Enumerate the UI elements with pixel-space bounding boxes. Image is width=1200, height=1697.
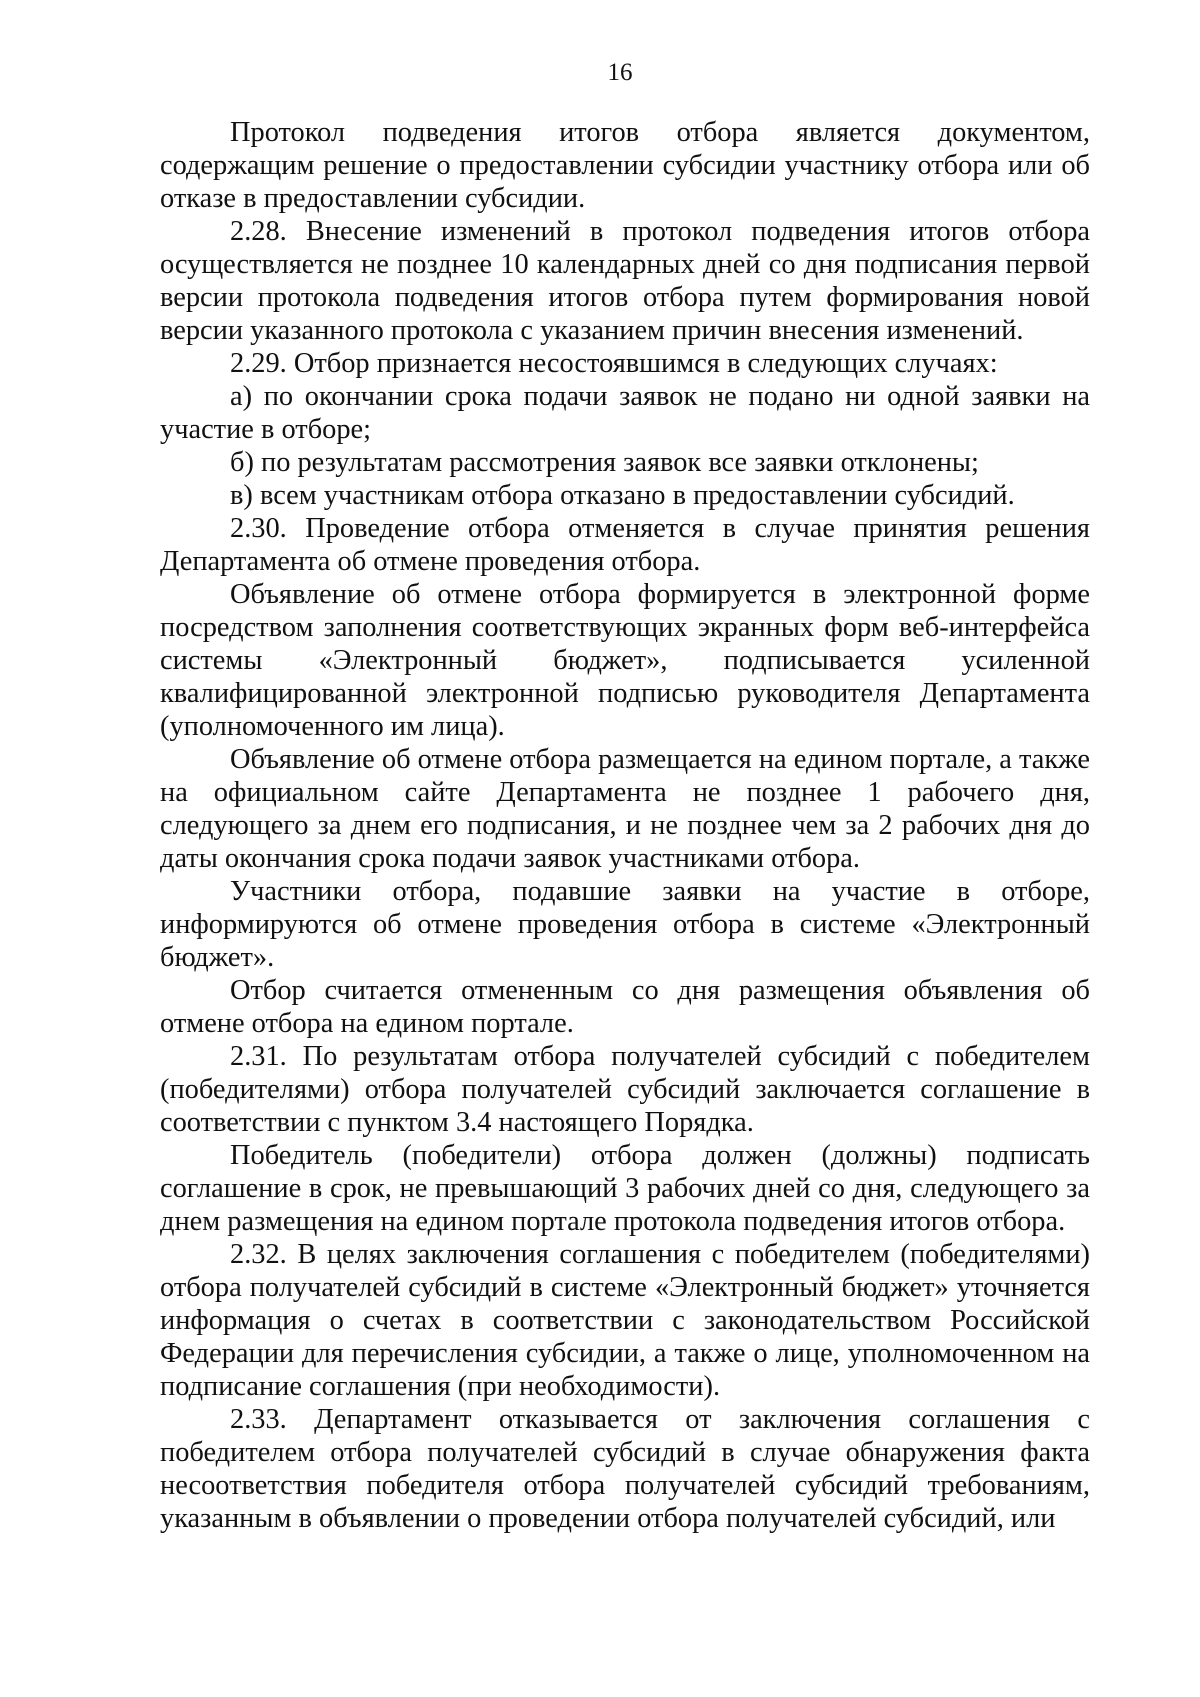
paragraph-2-30: 2.30. Проведение отбора отменяется в случае принятия решения Департамента об отмене проведения отбора. [160, 513, 1090, 577]
paragraph-2-28: 2.28. Внесение изменений в протокол подведения итогов отбора осуществляется не позднее 10 календарных дней со дня подписания первой версии протокола подведения итогов отбора путем формирования новой версии указанного протокола с указанием причин внесения изменений. [160, 216, 1090, 346]
document-body [160, 116, 1090, 1535]
paragraph-selection-cancelled: Отбор считается отмененным со дня размещения объявления об отмене отбора на едином портале. [160, 975, 1090, 1039]
paragraph-protocol-summary: Протокол подведения итогов отбора является документом, содержащим решение о предоставлении субсидии участнику отбора или об отказе в предоставлении субсидии. [160, 117, 1090, 214]
paragraph-cancel-announcement-posting: Объявление об отмене отбора размещается на едином портале, а также на официальном сайте Департамента не позднее 1 рабочего дня, следующего за днем его подписания, и не позднее чем за 2 рабочих дня до даты окончания срока подачи заявок участниками отбора. [160, 744, 1090, 874]
paragraph-participants-informed: Участники отбора, подавшие заявки на участие в отборе, информируются об отмене проведения отбора в системе «Электронный бюджет». [160, 876, 1090, 973]
page-number: 16 [607, 59, 633, 86]
paragraph-cancel-announcement-form: Объявление об отмене отбора формируется в электронной форме посредством заполнения соответствующих экранных форм веб-интерфейса системы «Электронный бюджет», подписывается усиленной квалифицированной электронной подписью руководителя Департамента (уполномоченного им лица). [160, 579, 1090, 742]
paragraph-2-31: 2.31. По результатам отбора получателей субсидий с победителем (победителями) отбора получателей субсидий заключается соглашение в соответствии с пунктом 3.4 настоящего Порядка. [160, 1041, 1090, 1138]
paragraph-2-29-b: б) по результатам рассмотрения заявок все заявки отклонены; [230, 447, 979, 478]
paragraph-2-33: 2.33. Департамент отказывается от заключения соглашения с победителем отбора получателей субсидий в случае обнаружения факта несоответствия победителя отбора получателей субсидий требованиям, указанным в объявлении о проведении отбора получателей субсидий, или [160, 1404, 1090, 1534]
paragraph-2-29: 2.29. Отбор признается несостоявшимся в следующих случаях: [230, 348, 998, 379]
paragraph-winner-signs: Победитель (победители) отбора должен (должны) подписать соглашение в срок, не превышающий 3 рабочих дней со дня, следующего за днем размещения на едином портале протокола подведения итогов отбора. [160, 1140, 1090, 1237]
paragraph-2-32: 2.32. В целях заключения соглашения с победителем (победителями) отбора получателей субсидий в системе «Электронный бюджет» уточняется информация о счетах в соответствии с законодательством Российской Федерации для перечисления субсидии, а также о лице, уполномоченном на подписание соглашения (при необходимости). [160, 1239, 1090, 1402]
paragraph-2-29-v: в) всем участникам отбора отказано в предоставлении субсидий. [230, 480, 1015, 511]
paragraph-2-29-a: а) по окончании срока подачи заявок не подано ни одной заявки на участие в отборе; [160, 381, 1090, 445]
